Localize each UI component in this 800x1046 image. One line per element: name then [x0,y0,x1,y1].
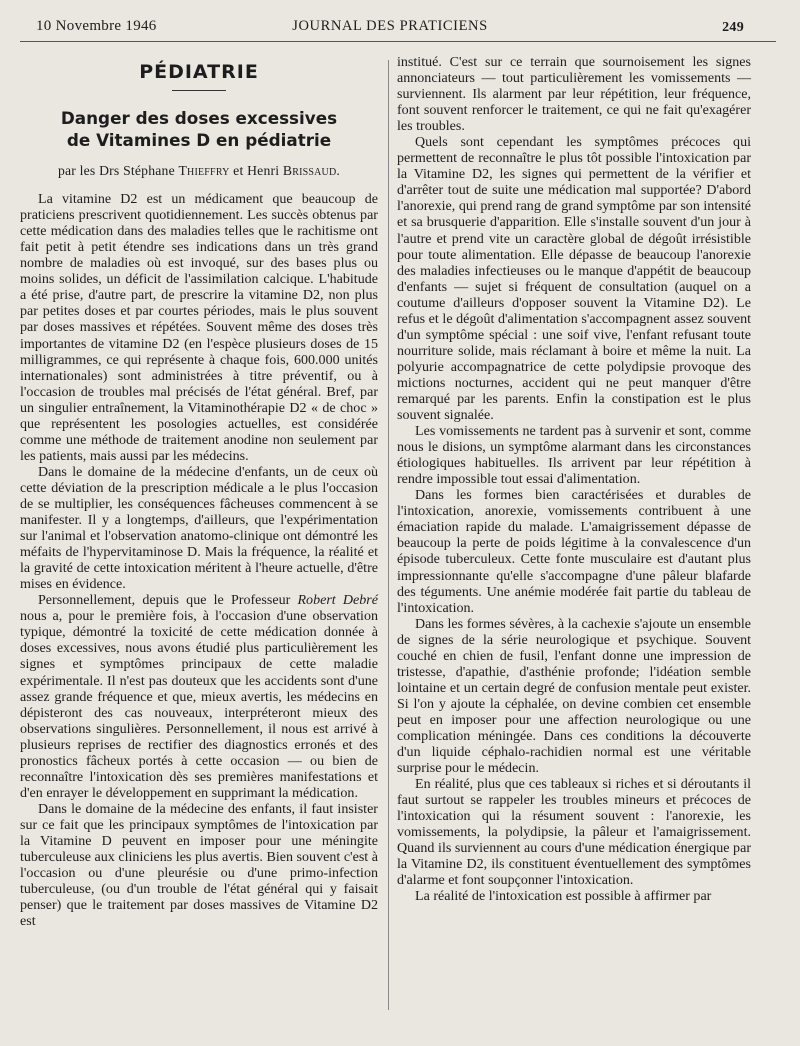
author-thieffry: Thieffry [178,163,230,179]
paragraph: Dans les formes bien caractérisées et durables de l'intoxication, anorexie, vomissements contribuent à une émaciation rapide du malade. L'amaigrissement dépasse de beaucoup la perte de poids légitime à la convalescence d'un épisode tuberculeux. Cette fonte musculaire est d'autant plus impressionnante qu'elle s'accompagne d'une pâleur blafarde des téguments. Une anémie modérée fait partie du tableau de l'intoxication. [397,487,751,616]
authors-prefix: par les Drs Stéphane [57,163,179,179]
author-brissaud: Brissaud [282,163,337,179]
article-title [20,107,378,151]
paragraph: Dans les formes sévères, à la cachexie s'ajoute un ensemble de signes de la série neurologique et psychique. Souvent couché en chien de fusil, l'enfant donne une impression de tristesse, d'apathie, d'asthénie profonde; l'idéation semble lointaine et un certain degré de confusion mentale peut exister. Si l'on y ajoute la céphalée, on devine combien cet ensemble peut en imposer pour une affection neurologique ou une complication méningée. Dans ces conditions la découverte d'un liquide céphalo-rachidien normal est une véritable surprise pour le médecin. [397,615,751,777]
paragraph-text: nous a, pour le première fois, à l'occasion d'une observation typique, démontré la toxicité de cette médication donnée à doses excessives, nous avons étudié plus particulièrement les signes et symptômes principaux de cette maladie expérimentale. Il n'est pas douteux que les accidents sont d'une assez grande fréquence et que, mieux avertis, les médecins en dépisteront des cas nouveaux, interpréteront mieux des observations singulières. Personnellement, il nous est arrivé à plusieurs reprises de rectifier des diagnostics erronés et des pronostics fâcheux portés à cette occasion — ou bien de reconnaître l'intoxication dès ses premières manifestations et d'en enrayer le développement en supprimant la médication. [20,608,378,801]
article-authors [20,163,378,179]
journal-name: JOURNAL DES PRATICIENS [292,18,488,34]
article-title-line-1: Danger des doses excessives [60,108,338,129]
authors-suffix: . [336,163,341,179]
professor-name: Robert Debré [297,592,378,609]
paragraph: Dans le domaine de la médecine d'enfants, un de ceux où cette déviation de la prescription médicale a le plus l'occasion de se multiplier, les conséquences fâcheuses commencent à se manifester. Il y a longtemps, d'ailleurs, que l'expérimentation sur l'animal et l'observation anatomo-clinique ont démontré les méfaits de l'hypervitaminose D. Mais la fréquence, la réalité et la gravité de cette intoxication méritent à l'heure actuelle, d'être mises en évidence. [20,463,378,593]
page-header [36,18,744,42]
paragraph: En réalité, plus que ces tableaux si riches et si déroutants il faut surtout se rappeler les troubles mineurs et précoces de l'intoxication qui la résument souvent : l'anorexie, les vomissements, la polydipsie, la pâleur et l'amaigrissement. Quand ils surviennent au cours d'une médication énergique par la Vitamine D2, ils constituent éventuellement des symptômes d'alarme et font soupçonner l'intoxication. [397,776,751,889]
column-divider [388,60,389,1010]
issue-date: 10 Novembre 1946 [36,18,157,34]
paragraph: institué. C'est sur ce terrain que sournoisement les signes annonciateurs — tout particulièrement les vomissements — surviennent. Ils alarment par leur répétition, leur fréquence, font souvent renforcer le traitement, ce qui ne fait qu'exagérer les troubles. [397,54,751,135]
article-title-line-2: de Vitamines D en pédiatrie [66,130,332,151]
right-column [397,54,751,904]
title-rule [172,90,226,91]
left-column [20,54,378,929]
page-number: 249 [722,20,744,35]
paragraph [20,592,378,801]
paragraph: Les vomissements ne tardent pas à survenir et sont, comme nous le disions, un symptôme alarmant dans les circonstances étiologiques habituelles. Ils arrivent par leur répétition à rendre impossible tout essai d'alimentation. [397,423,751,488]
paragraph-text: Personnellement, depuis que le Professeur [38,592,298,609]
header-rule [20,41,776,42]
paragraph: Dans le domaine de la médecine des enfants, il faut insister sur ce fait que les principaux symptômes de l'intoxication par la Vitamine D peuvent en imposer pour une méningite tuberculeuse aux cliniciens les plus avertis. Bien souvent c'est à l'occasion ou d'une pleurésie ou d'une primo-infection tuberculeuse, (ou d'un trouble de l'état général qui y faisait penser) que le traitement par doses massives de Vitamine D2 est [20,800,378,930]
section-title: PÉDIATRIE [139,61,259,83]
authors-join: et Henri [229,163,283,179]
paragraph: Quels sont cependant les symptômes précoces qui permettent de reconnaître le plus tôt possible l'intoxication par la Vitamine D2, les signes qui permettent de la vérifier et d'arrêter tout de suite une médication mal supportée? D'abord l'anorexie, qui prend rang de grand symptôme par son intensité et sa brusquerie d'apparition. Elle s'installe souvent d'un jour à l'autre et prend vite un caractère global de dégoût irrésistible pour toute alimentation. Elle dépasse de beaucoup l'anorexie des maladies infectieuses ou le manque d'appétit de beaucoup d'enfants — sujet si fréquent de consultation (auquel on a coutume d'ailleurs d'opposer souvent la Vitamine D2). Le refus et le dégoût d'alimentation s'accompagnent assez souvent d'un symptôme spécial : une soif vive, l'enfant refusant toute nourriture solide, mais réclamant à boire et même la nuit. La polyurie accompagnatrice de cette polydipsie provoque des mictions nocturnes, accident qui ne peut manquer d'être remarqué par les parents. Enfin la constipation est le plus souvent signalée. [397,134,751,424]
paragraph: La réalité de l'intoxication est possible à affirmer par [415,888,712,905]
paragraph: La vitamine D2 est un médicament que beaucoup de praticiens prescrivent quotidiennement. Les succès obtenus par cette médication dans des maladies telles que le rachitisme ont fait petit à petit étendre ses indications dans un très grand nombre de maladies où est invoqué, sur des bases plus ou moins solides, un déficit de l'assimilation calcique. L'habitude a été prise, d'autre part, de prescrire la vitamine D2, non plus par petites doses et par courtes périodes, mais le plus souvent par doses massives et répétées. Souvent même des doses très importantes de vitamine D2 (en l'espèce plusieurs doses de 15 milligrammes, ce qui représente à chaque fois, 600.000 unités internationales) sont administrées à titre préventif, ou à l'occasion de troubles mal précisés de l'état général. Bref, par un singulier entraînement, la Vitaminothérapie D2 « de choc » que représentent les posologies actuelles, est considérée comme une méthode de traitement anodine non seulement par les patients, mais aussi par les médecins. [20,191,378,464]
